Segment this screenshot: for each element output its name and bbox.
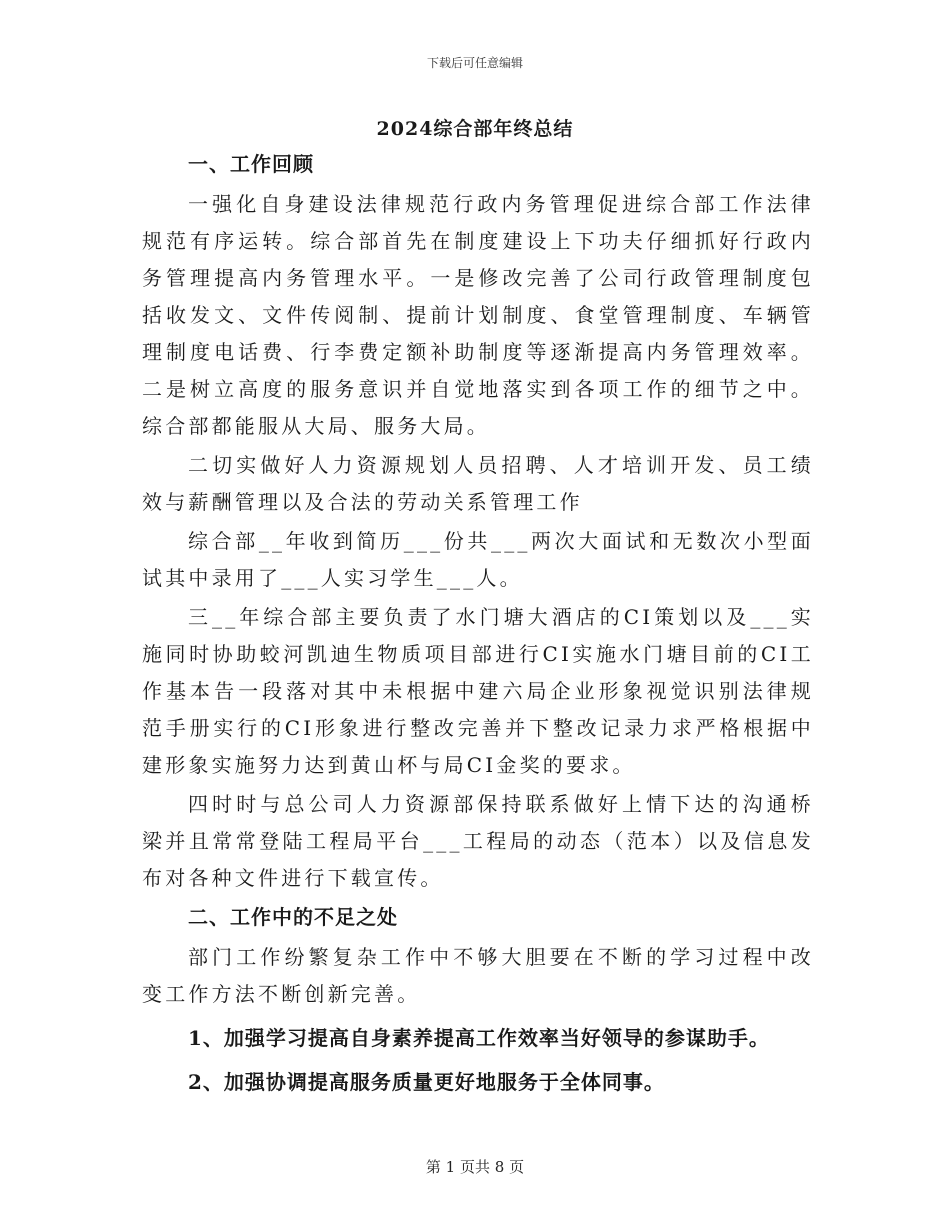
- paragraph-5: 四时时与总公司人力资源部保持联系做好上情下达的沟通桥梁并且常常登陆工程局平台___工程局的动态（范本）以及信息发布对各种文件进行下载宣传。: [142, 792, 814, 890]
- paragraph-3: 综合部__年收到简历___份共___两次大面试和无数次小型面试其中录用了___人实习学生___人。: [142, 529, 814, 590]
- document-title: 2024综合部年终总结: [376, 118, 574, 140]
- improvement-item-1: 1、加强学习提高自身素养提高工作效率当好领导的参谋助手。: [188, 1026, 770, 1050]
- improvement-item-2: 2、加强协调提高服务质量更好地服务于全体同事。: [188, 1070, 665, 1094]
- paragraph-2: 二切实做好人力资源规划人员招聘、人才培训开发、员工绩效与薪酬管理以及合法的劳动关系管理工作: [142, 453, 814, 514]
- paragraph-6: 部门工作纷繁复杂工作中不够大胆要在不断的学习过程中改变工作方法不断创新完善。: [142, 945, 814, 1006]
- paragraph-1: 一强化自身建设法律规范行政内务管理促进综合部工作法律规范有序运转。综合部首先在制度建设上下功夫仔细抓好行政内务管理提高内务管理水平。一是修改完善了公司行政管理制度包括收发文、文件传阅制、提前计划制度、食堂管理制度、车辆管理制度电话费、行李费定额补助制度等逐渐提高内务管理效率。二是树立高度的服务意识并自觉地落实到各项工作的细节之中。综合部都能服从大局、服务大局。: [142, 192, 814, 438]
- page-footer: 第 1 页共 8 页: [425, 1158, 525, 1176]
- paragraph-4: 三__年综合部主要负责了水门塘大酒店的CI策划以及___实施同时协助蛟河凯迪生物质项目部进行CI实施水门塘目前的CI工作基本告一段落对其中未根据中建六局企业形象视觉识别法律规范手册实行的CI形象进行整改完善并下整改记录力求严格根据中建形象实施努力达到黄山杯与局CI金奖的要求。: [142, 605, 814, 777]
- section-heading-review: 一、工作回顾: [188, 152, 314, 176]
- section-heading-shortcomings: 二、工作中的不足之处: [188, 905, 398, 929]
- header-note: 下载后可任意编辑: [426, 56, 523, 70]
- document-body: [142, 146, 814, 1101]
